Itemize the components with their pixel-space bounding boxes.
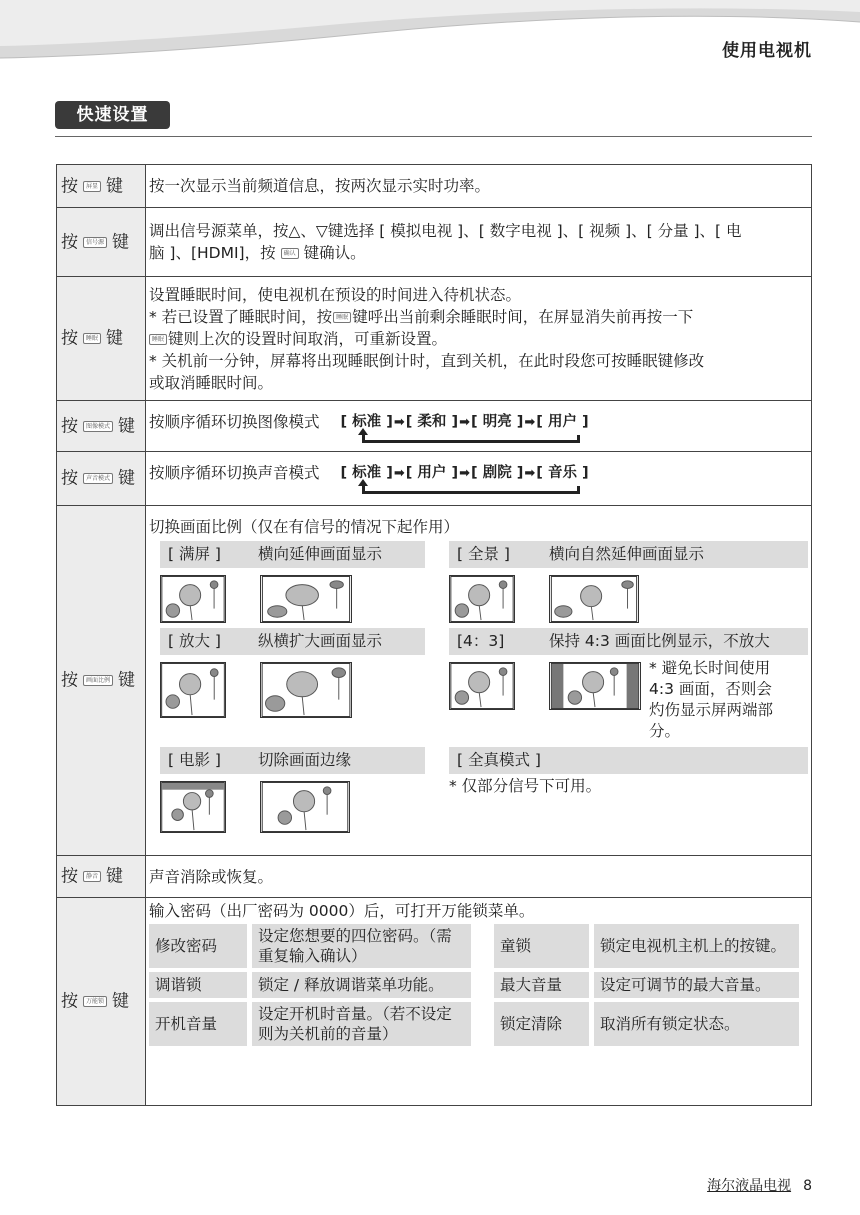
mode-full-desc: 横向延伸画面显示: [258, 541, 425, 568]
sleep-desc: [146, 277, 812, 401]
key-suffix: 键: [106, 328, 124, 349]
key-suffix: 键: [106, 866, 124, 887]
key-cell: [57, 452, 146, 506]
mode-4-3-desc: 保持 4:3 画面比例显示，不放大: [549, 628, 808, 655]
loop-arrow-icon: [362, 435, 580, 443]
mode-soft: 柔和: [417, 414, 447, 430]
sleep-text: 键呼出当前剩余睡眠时间，在屏显消失前再按一下: [352, 307, 694, 326]
ratio-4-3-note: [643, 658, 773, 742]
lock-intro: 输入密码（出厂密码为 0000）后，可打开万能锁菜单。: [149, 902, 535, 920]
sleep-line: * 关机前一分钟，屏幕将出现睡眠倒计时，直到关机，在此时段您可按睡眠键修改: [149, 351, 705, 370]
arrow-right-icon: ➡: [393, 415, 405, 430]
arrow-right-icon: ➡: [459, 415, 471, 430]
section-title: 快速设置: [55, 101, 170, 129]
balloon-picture-small: [160, 662, 226, 718]
source-desc-line1: 调出信号源菜单，按△、▽键选择 [ 模拟电视 ]、[ 数字电视 ]、[ 视频 ]、[ 分量 ]、[ 电: [149, 222, 742, 240]
note-line: 4:3 画面，否则会: [649, 680, 772, 698]
picture-mode-key-icon: 图像模式: [83, 421, 113, 432]
key-prefix: 按: [61, 468, 78, 489]
key-suffix: 键: [118, 468, 136, 489]
lock-key-icon: 万能锁: [83, 996, 107, 1007]
section-divider: [55, 136, 812, 137]
chapter-title: 使用电视机: [722, 41, 812, 61]
key-prefix: 按: [61, 991, 78, 1012]
balloon-picture-stretched: [260, 575, 352, 623]
page-footer: [707, 1175, 812, 1195]
aspect-modes-grid: [160, 541, 805, 838]
lock-item-desc: 设定可调节的最大音量。: [594, 972, 799, 998]
lock-desc: [146, 898, 812, 1106]
mode-standard: 标准: [352, 465, 382, 481]
mute-desc: 声音消除或恢复。: [146, 856, 812, 898]
mode-theater: 剧院: [482, 465, 512, 481]
mute-key-icon: 静音: [83, 871, 101, 882]
mode-music: 音乐: [547, 465, 577, 481]
mode-true-label: [ 全真模式 ]: [449, 747, 808, 774]
key-suffix: 键: [112, 991, 130, 1012]
balloon-picture-panorama: [549, 575, 639, 623]
note-line: * 避免长时间使用: [649, 659, 771, 677]
balloon-picture-small: [160, 575, 226, 623]
picture-mode-text: 按顺序循环切换图像模式: [149, 413, 320, 431]
row-mute: [57, 856, 812, 898]
mode-movie-label: [ 电影 ]: [160, 747, 258, 774]
balloon-picture-cropped: [160, 781, 226, 833]
full-illustrations: [160, 568, 425, 628]
key-cell: [57, 277, 146, 401]
aspect-intro: 切换画面比例（仅在有信号的情况下起作用）: [149, 518, 460, 536]
lock-item-name: 调谐锁: [149, 972, 247, 998]
lock-item-name: 锁定清除: [494, 1002, 589, 1046]
balloon-picture-cut-edge: [260, 781, 350, 833]
row-display: [57, 165, 812, 208]
mode-bright: 明亮: [482, 414, 512, 430]
display-key-icon: 屏显: [83, 181, 101, 192]
key-prefix: 按: [61, 232, 78, 253]
mode-full-label: [ 满屏 ]: [160, 541, 258, 568]
mode-user: 用户: [547, 414, 577, 430]
arrow-right-icon: ➡: [393, 466, 405, 481]
arrow-right-icon: ➡: [524, 466, 536, 481]
row-picture-mode: [57, 401, 812, 452]
arrow-right-icon: ➡: [524, 415, 536, 430]
aspect-key-icon: 画面比例: [83, 675, 113, 686]
aspect-desc: [146, 506, 812, 856]
key-prefix: 按: [61, 328, 78, 349]
sleep-line: [149, 306, 805, 328]
lock-item-name: 修改密码: [149, 924, 247, 968]
source-desc-text: 键确认。: [303, 244, 366, 262]
lock-item-name: 开机音量: [149, 1002, 247, 1046]
sound-mode-key-icon: 声音模式: [83, 473, 113, 484]
mode-movie-desc: 切除画面边缘: [258, 747, 425, 774]
lock-options-grid: [149, 924, 805, 1046]
mode-zoom-label: [ 放大 ]: [160, 628, 258, 655]
mode-pano-desc: 横向自然延伸画面显示: [549, 541, 808, 568]
key-suffix: 键: [112, 232, 130, 253]
true-mode-note: * 仅部分信号下可用。: [449, 777, 602, 795]
mode-4-3-label: [4：3]: [449, 628, 549, 655]
picture-mode-desc: [146, 401, 812, 452]
row-source: [57, 208, 812, 277]
source-key-icon: 信号源: [83, 237, 107, 248]
lock-item-desc: 锁定电视机主机上的按键。: [594, 924, 799, 968]
key-cell: [57, 208, 146, 277]
sleep-line: 设置睡眠时间，使电视机在预设的时间进入待机状态。: [149, 285, 522, 304]
source-desc-line2: [149, 242, 805, 264]
row-sleep: [57, 277, 812, 401]
movie-illustrations: [160, 774, 425, 838]
balloon-picture-pillarbox: [549, 662, 641, 710]
key-prefix: 按: [61, 670, 78, 691]
sound-mode-text: 按顺序循环切换声音模式: [149, 464, 320, 482]
balloon-picture-zoomed: [260, 662, 352, 718]
lock-item-desc: 取消所有锁定状态。: [594, 1002, 799, 1046]
ok-key-icon: 确认: [281, 248, 299, 259]
sleep-key-icon: 睡眠: [149, 334, 167, 345]
sleep-text: 键则上次的设置时间取消，可重新设置。: [168, 329, 448, 348]
page-number: 8: [803, 1178, 812, 1194]
display-desc: 按一次显示当前频道信息，按两次显示实时功率。: [146, 165, 812, 208]
key-suffix: 键: [106, 176, 124, 197]
balloon-picture-small: [449, 575, 515, 623]
sound-mode-cycle: [ 标准 ]➡[ 用户 ]➡[ 剧院 ]➡[ 音乐 ]: [340, 462, 588, 485]
sleep-line: 或取消睡眠时间。: [149, 373, 274, 392]
lock-item-name: 童锁: [494, 924, 589, 968]
key-prefix: 按: [61, 416, 78, 437]
sleep-line: [149, 328, 805, 350]
key-suffix: 键: [118, 416, 136, 437]
sleep-text: * 若已设置了睡眠时间，按: [149, 307, 333, 326]
source-desc-text: 脑 ]、[HDMI]，按: [149, 244, 276, 262]
loop-arrow-icon: [362, 486, 580, 494]
source-desc: [146, 208, 812, 277]
note-line: 灼伤显示屏两端部: [649, 701, 774, 719]
key-suffix: 键: [118, 670, 136, 691]
mode-pano-label: [ 全景 ]: [449, 541, 549, 568]
sound-mode-desc: [146, 452, 812, 506]
lock-item-desc: 设定开机时音量。（若不设定则为关机前的音量）: [252, 1002, 471, 1046]
key-cell: [57, 401, 146, 452]
key-prefix: 按: [61, 176, 78, 197]
lock-item-name: 最大音量: [494, 972, 589, 998]
note-line: 分。: [649, 722, 681, 740]
zoom-illustrations: [160, 655, 425, 747]
key-cell: [57, 165, 146, 208]
key-cell: [57, 898, 146, 1106]
sleep-key-icon: 睡眠: [83, 333, 101, 344]
balloon-picture-small: [449, 662, 515, 710]
key-cell: [57, 506, 146, 856]
sleep-key-icon: 睡眠: [333, 312, 351, 323]
mode-user: 用户: [417, 465, 447, 481]
lock-item-desc: 锁定 / 释放调谐菜单功能。: [252, 972, 471, 998]
row-lock: [57, 898, 812, 1106]
pano-illustrations: [449, 568, 808, 628]
mode-standard: 标准: [352, 414, 382, 430]
row-aspect-ratio: [57, 506, 812, 856]
lock-item-desc: 设定您想要的四位密码。（需重复输入确认）: [252, 924, 471, 968]
ratio-4-3-illustrations: [449, 655, 808, 747]
row-sound-mode: [57, 452, 812, 506]
key-cell: [57, 856, 146, 898]
arrow-right-icon: ➡: [459, 466, 471, 481]
quick-settings-table: [56, 164, 812, 1106]
footer-brand: 海尔液晶电视: [707, 1178, 792, 1194]
key-prefix: 按: [61, 866, 78, 887]
mode-zoom-desc: 纵横扩大画面显示: [258, 628, 425, 655]
picture-mode-cycle: [ 标准 ]➡[ 柔和 ]➡[ 明亮 ]➡[ 用户 ]: [340, 411, 588, 434]
